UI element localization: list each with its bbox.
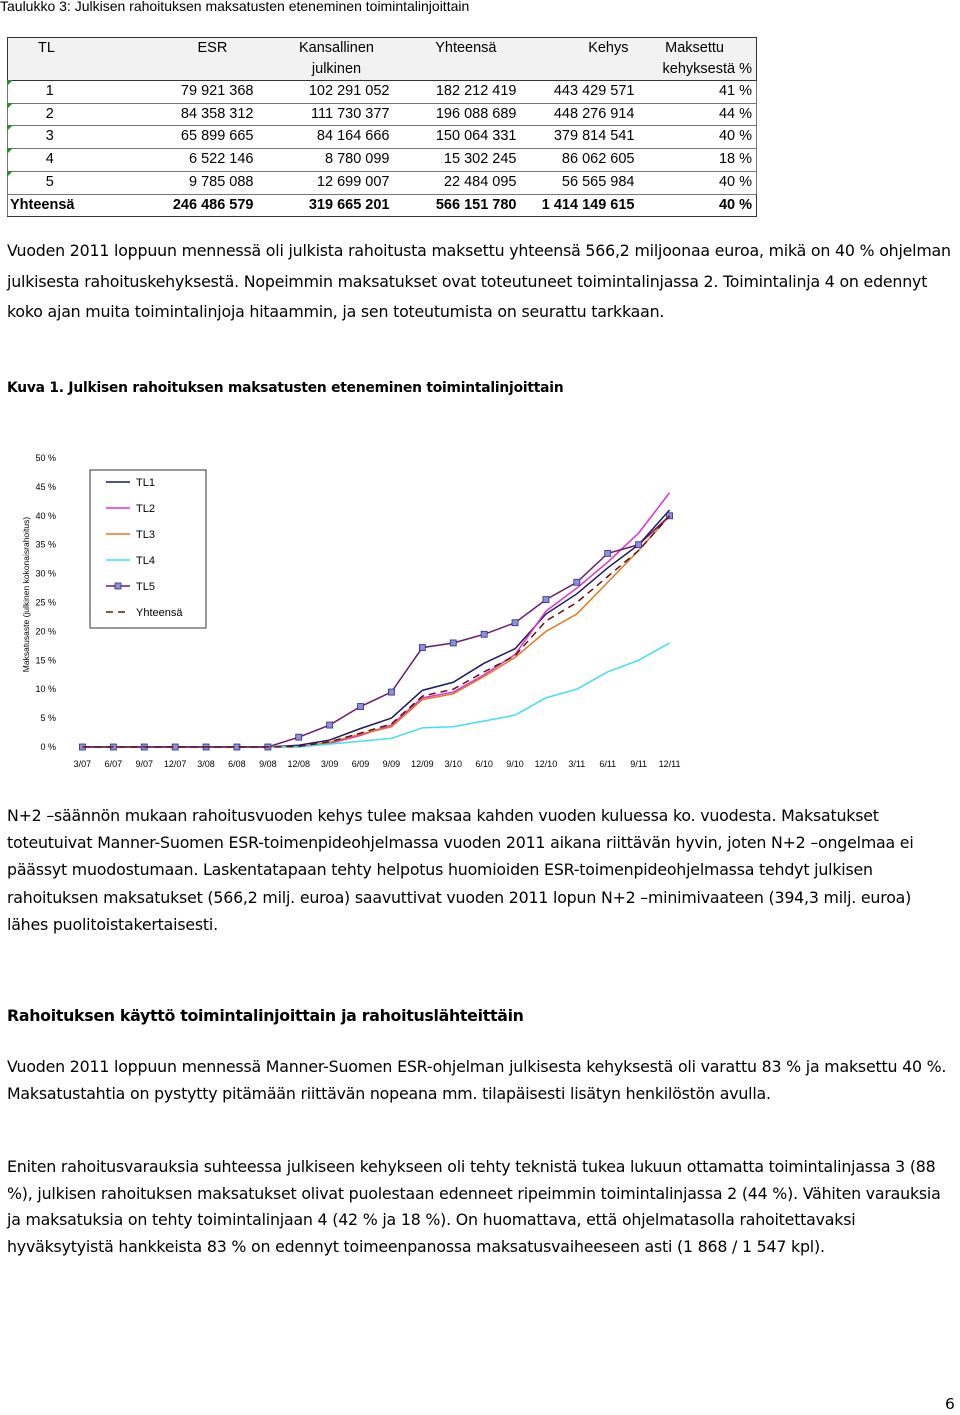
- legend-marker-tl5: [115, 583, 121, 589]
- x-tick-label: 9/11: [630, 759, 648, 769]
- data-point-tl5: [358, 704, 364, 710]
- cell-tl-value: 2: [45, 105, 54, 122]
- cell-tl-value: 5: [45, 173, 54, 190]
- header-tl: TL: [8, 38, 92, 81]
- y-tick-label: 10 %: [35, 684, 56, 695]
- cell-kansallinen: 111 730 377: [258, 103, 394, 126]
- table-row: [8, 171, 757, 194]
- x-tick-label: 6/11: [599, 759, 617, 769]
- x-tick-label: 12/07: [163, 759, 187, 769]
- legend-box: [90, 470, 206, 628]
- cell-yhteensa: 196 088 689: [394, 103, 521, 126]
- y-tick-label: 35 %: [35, 539, 56, 550]
- data-point-tl5: [327, 722, 333, 728]
- y-tick-label: 25 %: [35, 597, 56, 608]
- data-point-tl5: [543, 597, 549, 603]
- header-kansallinen: [258, 38, 394, 81]
- cell-esr: 65 899 665: [92, 126, 258, 149]
- x-tick-label: 6/10: [475, 759, 493, 769]
- table-total-row: [8, 194, 757, 217]
- x-tick-label: 12/11: [658, 759, 681, 769]
- data-point-tl5: [574, 579, 580, 585]
- legend-label: TL3: [136, 529, 155, 541]
- data-point-tl5: [605, 550, 611, 556]
- cell-maksettu: 41 %: [639, 81, 757, 104]
- cell-tl: [8, 126, 92, 149]
- cell-maksettu: 40 %: [639, 126, 757, 149]
- cell-yhteensa: 182 212 419: [394, 81, 521, 104]
- data-point-tl5: [419, 645, 425, 651]
- cell-total-kansallinen: 319 665 201: [258, 194, 394, 217]
- table-header-row: [8, 38, 757, 81]
- cell-total-label: Yhteensä: [8, 194, 92, 217]
- comment-marker-icon: [7, 80, 13, 86]
- paragraph-n2-rule: N+2 –säännön mukaan rahoitusvuoden kehys tulee maksaa kahden vuoden kuluessa ko. vuodesta. Maksatukset toteutuivat Manner-Suomen ESR-toimenpideohjelmassa vuoden 2011 aikana riittävän hyvin, joten N+2 –ongelmaa ei päässyt muodostumaan. Laskentatapaan tehty helpotus huomioiden ESR-toimenpideohjelmassa tehdyt julkisen rahoituksen maksatukset (566,2 milj. euroa) saavuttivat vuoden 2011 lopun N+2 –minimivaateen (394,3 milj. euroa) lähes puolitoistakertaisesti.: [7, 806, 914, 934]
- table-row: [8, 126, 757, 149]
- section-heading: Rahoituksen käyttö toimintalinjoittain ja rahoituslähteittäin: [7, 1006, 524, 1025]
- cell-kehys: 56 565 984: [521, 171, 639, 194]
- payments-line-chart: [0, 440, 700, 780]
- paragraph-summary: Vuoden 2011 loppuun mennessä oli julkista rahoitusta maksettu yhteensä 566,2 miljoonaa euroa, mikä on 40 % ohjelman julkisesta rahoituskehyksestä. Nopeimmin maksatukset ovat toteutuneet toimintalinjassa 2. Toimintalinja 4 on edennyt koko ajan muita toimintalinjoja hitaammin, ja sen toteutumista on seurattu tarkkaan.: [7, 241, 951, 321]
- cell-kehys: 443 429 571: [521, 81, 639, 104]
- y-tick-label: 45 %: [35, 481, 56, 492]
- x-tick-label: 3/09: [320, 759, 339, 769]
- cell-kehys: 86 062 605: [521, 149, 639, 172]
- header-kansallinen-line2: julkinen: [311, 61, 362, 77]
- header-maksettu-line1: Maksettu: [665, 40, 724, 56]
- paragraph-funding-usage: Vuoden 2011 loppuun mennessä Manner-Suomen ESR-ohjelman julkisesta kehyksestä oli varattu 83 % ja maksettu 40 %. Maksatustahtia on pystytty pitämään riittävän nopeana mm. tilapäisesti lisätyn henkilöstön avulla.: [7, 1057, 947, 1103]
- cell-esr: 84 358 312: [92, 103, 258, 126]
- cell-maksettu: 44 %: [639, 103, 757, 126]
- y-tick-label: 40 %: [35, 510, 56, 521]
- comment-marker-icon: [7, 125, 13, 131]
- cell-kansallinen: 12 699 007: [258, 171, 394, 194]
- y-tick-label: 0 %: [40, 742, 56, 752]
- legend-label: TL1: [136, 477, 155, 489]
- cell-kehys: 448 276 914: [521, 103, 639, 126]
- data-point-tl5: [388, 689, 394, 695]
- data-point-tl5: [512, 620, 518, 626]
- cell-tl: [8, 149, 92, 172]
- legend-label: TL4: [136, 555, 155, 567]
- x-tick-label: 6/07: [104, 759, 123, 769]
- cell-tl-value: 1: [45, 83, 54, 99]
- table-row: [8, 149, 757, 172]
- y-axis-title: Maksatusaste (julkinen kokonaisrahoitus): [21, 516, 31, 673]
- data-point-tl5: [296, 734, 302, 740]
- table-row: [8, 103, 757, 126]
- y-tick-label: 20 %: [35, 626, 56, 637]
- series-line-tl4: [82, 643, 669, 747]
- data-point-tl5: [450, 640, 456, 646]
- x-tick-label: 12/10: [534, 759, 558, 769]
- comment-marker-icon: [7, 103, 13, 109]
- cell-tl: [8, 103, 92, 126]
- cell-tl-value: 4: [45, 151, 54, 168]
- y-tick-label: 15 %: [35, 655, 56, 666]
- data-point-tl5: [636, 542, 642, 548]
- cell-esr: 9 785 088: [92, 171, 258, 194]
- cell-total-esr: 246 486 579: [92, 194, 258, 217]
- legend-label: TL5: [136, 581, 155, 593]
- x-tick-label: 6/09: [351, 759, 370, 769]
- header-esr: ESR: [92, 38, 258, 81]
- table-row: [8, 81, 757, 104]
- x-tick-label: 9/10: [506, 759, 524, 769]
- x-tick-label: 3/10: [444, 759, 463, 769]
- x-tick-label: 6/08: [228, 759, 246, 769]
- x-tick-label: 3/07: [73, 759, 92, 769]
- x-tick-label: 3/11: [568, 759, 586, 769]
- y-tick-label: 50 %: [35, 453, 56, 463]
- header-yhteensa: Yhteensä: [394, 38, 521, 81]
- header-maksettu: [639, 38, 757, 81]
- data-point-tl5: [481, 631, 487, 637]
- comment-marker-icon: [7, 148, 13, 154]
- y-tick-label: 5 %: [40, 713, 56, 724]
- header-kehys: Kehys: [521, 38, 639, 81]
- cell-kehys: 379 814 541: [521, 126, 639, 149]
- x-tick-label: 3/08: [197, 759, 215, 769]
- cell-maksettu: 18 %: [639, 149, 757, 172]
- x-tick-label: 12/09: [411, 759, 434, 769]
- cell-esr: 79 921 368: [92, 81, 258, 104]
- cell-tl: [8, 81, 92, 104]
- cell-yhteensa: 150 064 331: [394, 126, 521, 149]
- y-tick-label: 30 %: [35, 568, 56, 579]
- cell-total-kehys: 1 414 149 615: [521, 194, 639, 217]
- cell-tl-value: 3: [45, 128, 54, 145]
- payments-table: [7, 37, 757, 217]
- figure-caption: Kuva 1. Julkisen rahoituksen maksatusten eteneminen toimintalinjoittain: [7, 380, 564, 396]
- x-tick-label: 9/09: [382, 759, 401, 769]
- cell-total-maksettu: 40 %: [639, 194, 757, 217]
- paragraph-funding-reservations: Eniten rahoitusvarauksia suhteessa julkiseen kehykseen oli tehty teknistä tukea lukuun ottamatta toimintalinjassa 3 (88 %), julkisen rahoituksen maksatukset olivat puolestaan edenneet ripeimmin toimintalinjassa 2 (44 %). Vähiten varauksia ja maksatuksia on tehty toimintalinjaan 4 (42 % ja 18 %). On huomattava, että ohjelmatasolla rahoitettavaksi hyväksytyistä hankkeista 83 % on edennyt toimeenpanossa maksatusvaiheeseen asti (1 868 / 1 547 kpl).: [7, 1157, 941, 1256]
- x-tick-label: 9/07: [135, 759, 154, 769]
- x-tick-label: 9/08: [259, 759, 277, 769]
- legend-label: TL2: [136, 503, 155, 515]
- cell-total-yhteensa: 566 151 780: [394, 194, 521, 217]
- legend-label: Yhteensä: [136, 607, 183, 619]
- cell-maksettu: 40 %: [639, 171, 757, 194]
- comment-marker-icon: [7, 171, 13, 177]
- page-number: 6: [945, 1395, 955, 1413]
- header-maksettu-line2: kehyksestä %: [662, 61, 752, 77]
- cell-esr: 6 522 146: [92, 149, 258, 172]
- cell-yhteensa: 22 484 095: [394, 171, 521, 194]
- cell-yhteensa: 15 302 245: [394, 149, 521, 172]
- cell-tl: [8, 171, 92, 194]
- cell-kansallinen: 102 291 052: [258, 81, 394, 104]
- cell-kansallinen: 84 164 666: [258, 126, 394, 149]
- table-caption: Taulukko 3: Julkisen rahoituksen maksatusten eteneminen toimintalinjoittain: [0, 0, 470, 14]
- header-kansallinen-line1: Kansallinen: [299, 40, 374, 56]
- x-tick-label: 12/08: [287, 759, 311, 769]
- cell-kansallinen: 8 780 099: [258, 149, 394, 172]
